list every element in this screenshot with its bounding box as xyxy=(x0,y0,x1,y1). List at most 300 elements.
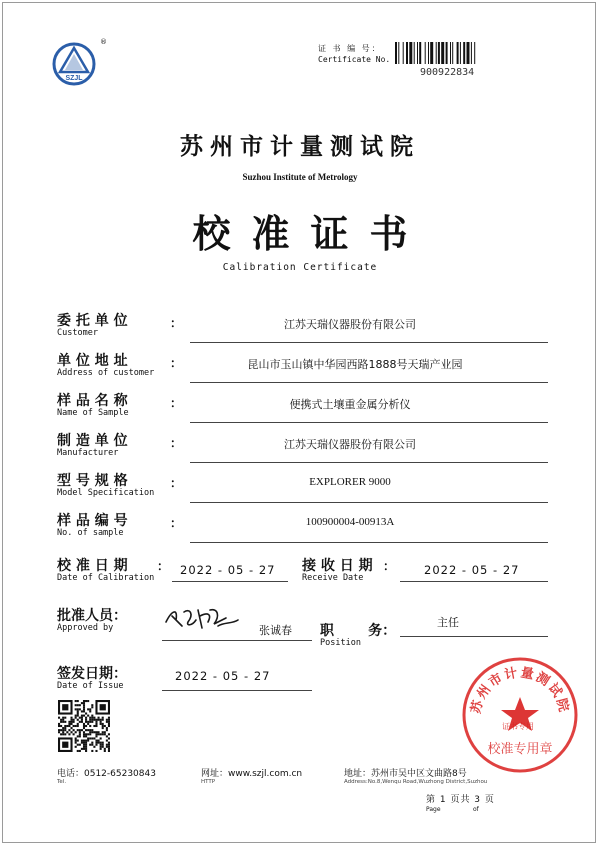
qr-module xyxy=(62,717,64,719)
qr-module xyxy=(91,715,93,717)
qr-module xyxy=(95,740,97,742)
institute-name-cn: 苏州市计量测试院 xyxy=(180,134,420,160)
barcode-bar xyxy=(441,42,444,64)
qr-module xyxy=(62,733,64,735)
issue-date-label-cn: 签发日期： xyxy=(57,666,127,682)
qr-module xyxy=(87,729,89,731)
address-label-cn: 单 位 地 址 xyxy=(57,353,128,369)
qr-module xyxy=(81,702,83,704)
qr-module xyxy=(64,729,66,731)
footer-tel: 电话：0512-65230843 xyxy=(57,769,156,779)
qr-module xyxy=(85,750,87,752)
receive-date-label-cn: 接 收 日 期 xyxy=(302,558,373,574)
qr-module xyxy=(89,708,91,710)
qr-module xyxy=(100,733,102,735)
qr-module xyxy=(89,733,91,735)
qr-module xyxy=(75,704,77,706)
qr-module xyxy=(85,740,87,742)
qr-module xyxy=(91,721,93,723)
qr-module xyxy=(62,719,64,721)
qr-module xyxy=(91,731,93,733)
qr-module xyxy=(77,710,79,712)
customer-underline xyxy=(190,342,548,343)
qr-module xyxy=(81,740,83,742)
qr-module xyxy=(83,706,85,708)
qr-module xyxy=(100,737,102,739)
qr-module xyxy=(85,717,87,719)
qr-module xyxy=(98,740,100,742)
qr-module xyxy=(60,729,62,731)
qr-module xyxy=(83,704,85,706)
sample-name-label-en: Name of Sample xyxy=(57,408,129,418)
approver-name: 张诚春 xyxy=(259,624,292,637)
barcode-bar xyxy=(457,42,459,64)
qr-module xyxy=(87,708,89,710)
qr-module xyxy=(106,721,108,723)
qr-module xyxy=(68,721,70,723)
qr-module xyxy=(83,742,85,744)
footer-website-en: HTTP xyxy=(201,779,216,785)
page-en-label: Page xyxy=(426,806,441,813)
calibration-date-label-en: Date of Calibration xyxy=(57,573,155,583)
barcode-bar xyxy=(463,42,465,64)
qr-module xyxy=(85,721,87,723)
qr-module xyxy=(85,700,87,702)
qr-module xyxy=(75,737,77,739)
qr-module xyxy=(83,731,85,733)
qr-module xyxy=(81,742,83,744)
qr-module xyxy=(104,731,106,733)
qr-module xyxy=(83,727,85,729)
barcode-bar xyxy=(452,42,453,64)
qr-module xyxy=(75,742,77,744)
qr-module xyxy=(77,700,79,702)
calibration-date-underline xyxy=(172,581,288,582)
cert-no-value: 900922834 xyxy=(420,67,475,78)
qr-module xyxy=(73,725,75,727)
model-label-cn: 型 号 规 格 xyxy=(57,473,128,489)
qr-module xyxy=(102,733,104,735)
qr-module xyxy=(89,717,91,719)
qr-module xyxy=(85,735,87,737)
qr-module xyxy=(58,729,60,731)
qr-module xyxy=(77,725,79,727)
page-en-of: of xyxy=(473,806,479,813)
qr-module xyxy=(87,740,89,742)
qr-module xyxy=(108,742,110,744)
qr-module xyxy=(85,729,87,731)
qr-module xyxy=(108,737,110,739)
qr-module xyxy=(60,719,62,721)
barcode-bar xyxy=(406,42,408,64)
qr-module xyxy=(93,719,95,721)
customer-value: 江苏天瑞仪器股份有限公司 xyxy=(284,318,416,331)
qr-module xyxy=(87,733,89,735)
qr-module xyxy=(89,719,91,721)
issue-date-label-en: Date of Issue xyxy=(57,681,124,691)
qr-module xyxy=(108,748,110,750)
receive-date-colon: ： xyxy=(383,559,396,573)
barcode-bar xyxy=(438,42,440,64)
cert-no-label-cn: 证 书 编 号： xyxy=(318,44,382,53)
manufacturer-underline xyxy=(190,462,548,463)
qr-module xyxy=(106,727,108,729)
qr-module xyxy=(70,731,72,733)
qr-module xyxy=(87,700,89,702)
calibration-date-label-cn: 校 准 日 期 xyxy=(57,558,128,574)
sample-name-value: 便携式土壤重金属分析仪 xyxy=(289,398,411,411)
institute-name-en: Suzhou Institute of Metrology xyxy=(242,172,358,182)
qr-module xyxy=(95,733,97,735)
receive-date-label-en: Receive Date xyxy=(302,573,364,583)
footer-website[interactable]: 网址：www.szjl.com.cn xyxy=(201,769,303,779)
sample-no-value: 100900004-00913A xyxy=(305,516,395,528)
official-seal-icon xyxy=(460,655,580,775)
qr-module xyxy=(83,710,85,712)
qr-module xyxy=(108,721,110,723)
qr-module xyxy=(89,729,91,731)
approver-signature-icon xyxy=(162,600,242,636)
model-underline xyxy=(190,502,548,503)
approver-label-cn: 批准人员： xyxy=(57,608,127,624)
sample-no-label-en: No. of sample xyxy=(57,528,124,538)
qr-module xyxy=(70,723,72,725)
qr-module xyxy=(66,725,68,727)
barcode-bar xyxy=(474,42,475,64)
barcode-bar xyxy=(398,42,399,64)
issue-date-underline xyxy=(162,690,312,691)
qr-module xyxy=(83,715,85,717)
manufacturer-value: 江苏天瑞仪器股份有限公司 xyxy=(284,438,416,451)
qr-module xyxy=(95,721,97,723)
qr-module xyxy=(79,731,81,733)
qr-module xyxy=(85,725,87,727)
model-value: EXPLORER 9000 xyxy=(309,476,391,488)
qr-module xyxy=(77,723,79,725)
qr-module xyxy=(85,733,87,735)
sample-name-label-cn: 样 品 名 称 xyxy=(57,393,128,409)
qr-module xyxy=(83,702,85,704)
barcode-bar xyxy=(428,42,429,64)
qr-module xyxy=(83,723,85,725)
qr-module xyxy=(58,731,60,733)
qr-module xyxy=(104,748,106,750)
qr-module xyxy=(85,744,87,746)
qr-module xyxy=(64,721,66,723)
manufacturer-colon: ： xyxy=(170,436,183,450)
qr-module xyxy=(81,717,83,719)
qr-module xyxy=(106,735,108,737)
qr-module xyxy=(106,729,108,731)
customer-label-en: Customer xyxy=(57,328,98,338)
qr-module xyxy=(102,723,104,725)
qr-module xyxy=(70,717,72,719)
barcode-bar xyxy=(471,42,472,64)
qr-module xyxy=(102,746,104,748)
qr-module xyxy=(100,704,106,710)
qr-module xyxy=(77,704,79,706)
qr-module xyxy=(68,723,70,725)
qr-module xyxy=(73,733,75,735)
manufacturer-label-cn: 制 造 单 位 xyxy=(57,433,128,449)
qr-module xyxy=(91,729,93,731)
qr-module xyxy=(95,731,97,733)
qr-module xyxy=(81,719,83,721)
qr-module xyxy=(91,719,93,721)
qr-module xyxy=(87,721,89,723)
model-label-en: Model Specification xyxy=(57,488,155,498)
qr-module xyxy=(93,717,95,719)
seal-line2: 校准专用章 xyxy=(487,742,553,757)
seal-line1: 证书专用 xyxy=(502,722,534,731)
qr-module xyxy=(91,717,93,719)
qr-module xyxy=(60,725,62,727)
qr-module xyxy=(79,750,81,752)
qr-module xyxy=(68,725,70,727)
qr-module xyxy=(79,704,81,706)
position-value: 主任 xyxy=(437,616,459,629)
qr-module xyxy=(106,740,108,742)
registered-mark: ® xyxy=(100,38,107,46)
qr-module xyxy=(58,723,60,725)
address-label-en: Address of customer xyxy=(57,368,155,378)
qr-module xyxy=(62,731,64,733)
qr-module xyxy=(93,737,95,739)
qr-module xyxy=(108,717,110,719)
qr-module xyxy=(83,708,85,710)
logo-text: SZJL xyxy=(65,75,83,82)
qr-module xyxy=(81,710,83,712)
qr-module xyxy=(73,729,75,731)
qr-module xyxy=(81,721,83,723)
footer-address-en: Address:No.8,Wenqu Road,Wuzhong District,Suzhou xyxy=(344,779,488,785)
qr-module xyxy=(102,742,104,744)
qr-module xyxy=(102,725,104,727)
qr-module xyxy=(102,717,104,719)
qr-module xyxy=(75,746,77,748)
qr-module xyxy=(108,744,110,746)
qr-module xyxy=(62,729,64,731)
qr-module xyxy=(79,735,81,737)
qr-module xyxy=(108,725,110,727)
issue-date-value: 2022 - 05 - 27 xyxy=(175,669,271,683)
address-colon: ： xyxy=(170,356,183,370)
qr-module xyxy=(106,746,108,748)
qr-module xyxy=(102,744,104,746)
qr-module xyxy=(100,723,102,725)
seal-ring-text: 苏州市计量测试院 xyxy=(468,665,572,716)
qr-module xyxy=(75,740,77,742)
qr-module xyxy=(85,742,87,744)
qr-module xyxy=(77,744,79,746)
qr-module xyxy=(102,719,104,721)
qr-module xyxy=(62,727,64,729)
barcode-bar xyxy=(419,42,421,64)
qr-module xyxy=(95,750,97,752)
barcode-bar xyxy=(425,42,426,64)
qr-module xyxy=(73,719,75,721)
qr-module xyxy=(108,719,110,721)
customer-label-cn: 委 托 单 位 xyxy=(57,313,128,329)
qr-module xyxy=(98,719,100,721)
sample-name-colon: ： xyxy=(170,396,183,410)
qr-module xyxy=(79,733,81,735)
qr-module xyxy=(75,708,77,710)
approver-label-en: Approved by xyxy=(57,623,114,633)
sample-no-colon: ： xyxy=(170,516,183,530)
qr-module xyxy=(91,742,93,744)
sample-name-underline xyxy=(190,422,548,423)
barcode-bar xyxy=(460,42,461,64)
qr-module xyxy=(79,708,81,710)
qr-module xyxy=(89,731,91,733)
qr-module xyxy=(95,744,97,746)
qr-module xyxy=(89,725,91,727)
barcode-bar xyxy=(395,42,397,64)
qr-module xyxy=(83,748,85,750)
qr-module xyxy=(91,744,93,746)
qr-module xyxy=(79,744,81,746)
qr-module xyxy=(100,746,102,748)
barcode-bar xyxy=(436,42,437,64)
barcode-bar xyxy=(409,42,412,64)
szjl-logo-icon xyxy=(52,42,96,86)
approver-underline xyxy=(162,640,312,641)
qr-module xyxy=(100,744,102,746)
qr-module xyxy=(77,735,79,737)
qr-module xyxy=(62,721,64,723)
qr-module xyxy=(102,731,104,733)
qr-module xyxy=(85,719,87,721)
qr-module xyxy=(68,733,70,735)
position-label-en: Position xyxy=(320,638,361,648)
qr-module xyxy=(91,737,93,739)
qr-module xyxy=(66,731,68,733)
qr-module xyxy=(108,733,110,735)
footer-address: 地址：苏州市吴中区文曲路8号 xyxy=(344,769,467,779)
page-number: 第 1 页共 3 页 xyxy=(426,795,495,805)
qr-module xyxy=(75,700,77,702)
qr-module xyxy=(73,721,75,723)
qr-module xyxy=(91,704,93,706)
qr-module xyxy=(85,746,87,748)
qr-module xyxy=(79,729,81,731)
qr-module xyxy=(104,725,106,727)
qr-module xyxy=(79,717,81,719)
position-underline xyxy=(400,636,548,637)
qr-module xyxy=(100,742,102,744)
qr-module xyxy=(77,715,79,717)
qr-module xyxy=(77,729,79,731)
qr-module xyxy=(100,719,102,721)
qr-module xyxy=(95,742,97,744)
qr-module xyxy=(104,733,106,735)
qr-module xyxy=(87,723,89,725)
qr-module xyxy=(95,723,97,725)
qr-module xyxy=(85,748,87,750)
qr-module xyxy=(87,737,89,739)
qr-module xyxy=(106,744,108,746)
address-value: 昆山市玉山镇中华园西路1888号天瑞产业园 xyxy=(247,358,463,371)
qr-module xyxy=(102,727,104,729)
qr-module xyxy=(70,719,72,721)
qr-module xyxy=(68,729,70,731)
qr-module xyxy=(98,742,100,744)
qr-module xyxy=(89,744,91,746)
qr-module xyxy=(93,746,95,748)
qr-module xyxy=(85,712,87,714)
barcode-bar xyxy=(467,42,470,64)
qr-module xyxy=(70,721,72,723)
qr-module xyxy=(93,725,95,727)
barcode-bar xyxy=(403,42,404,64)
qr-module xyxy=(81,715,83,717)
barcode-bar xyxy=(446,42,448,64)
calibration-date-value: 2022 - 05 - 27 xyxy=(180,563,276,577)
barcode-icon xyxy=(395,42,545,64)
qr-module xyxy=(77,740,79,742)
qr-module xyxy=(100,748,102,750)
qr-module xyxy=(62,704,68,710)
qr-module xyxy=(83,744,85,746)
qr-module xyxy=(95,719,97,721)
qr-module xyxy=(81,729,83,731)
qr-module xyxy=(98,733,100,735)
qr-module xyxy=(91,750,93,752)
qr-module xyxy=(83,733,85,735)
qr-module xyxy=(60,721,62,723)
qr-module xyxy=(100,721,102,723)
customer-colon: ： xyxy=(170,316,183,330)
qr-module xyxy=(64,725,66,727)
certificate-title-cn: 校准证书 xyxy=(192,211,429,256)
qr-module xyxy=(83,746,85,748)
qr-module xyxy=(64,717,66,719)
qr-module xyxy=(77,708,79,710)
qr-module xyxy=(75,725,77,727)
barcode-bar xyxy=(430,42,433,64)
qr-module xyxy=(108,723,110,725)
qr-module xyxy=(87,715,89,717)
qr-module xyxy=(77,750,79,752)
qr-module xyxy=(70,727,72,729)
barcode-bar xyxy=(417,42,418,64)
qr-module xyxy=(77,719,79,721)
qr-module xyxy=(60,733,62,735)
address-underline xyxy=(190,382,548,383)
qr-module xyxy=(108,750,110,752)
qr-module xyxy=(108,746,110,748)
qr-module xyxy=(81,748,83,750)
qr-module xyxy=(89,721,91,723)
calibration-date-colon: ： xyxy=(157,559,170,573)
qr-module xyxy=(75,717,77,719)
qr-module xyxy=(106,719,108,721)
receive-date-value: 2022 - 05 - 27 xyxy=(424,563,520,577)
qr-module xyxy=(83,740,85,742)
barcode-bar xyxy=(450,42,451,64)
qr-module xyxy=(95,725,97,727)
qr-module xyxy=(58,717,60,719)
qr-module xyxy=(104,750,106,752)
qr-module xyxy=(75,731,77,733)
sample-no-underline xyxy=(190,542,548,543)
model-colon: ： xyxy=(170,476,183,490)
qr-module xyxy=(89,737,91,739)
qr-module xyxy=(98,717,100,719)
qr-module xyxy=(98,731,100,733)
qr-module xyxy=(75,715,77,717)
